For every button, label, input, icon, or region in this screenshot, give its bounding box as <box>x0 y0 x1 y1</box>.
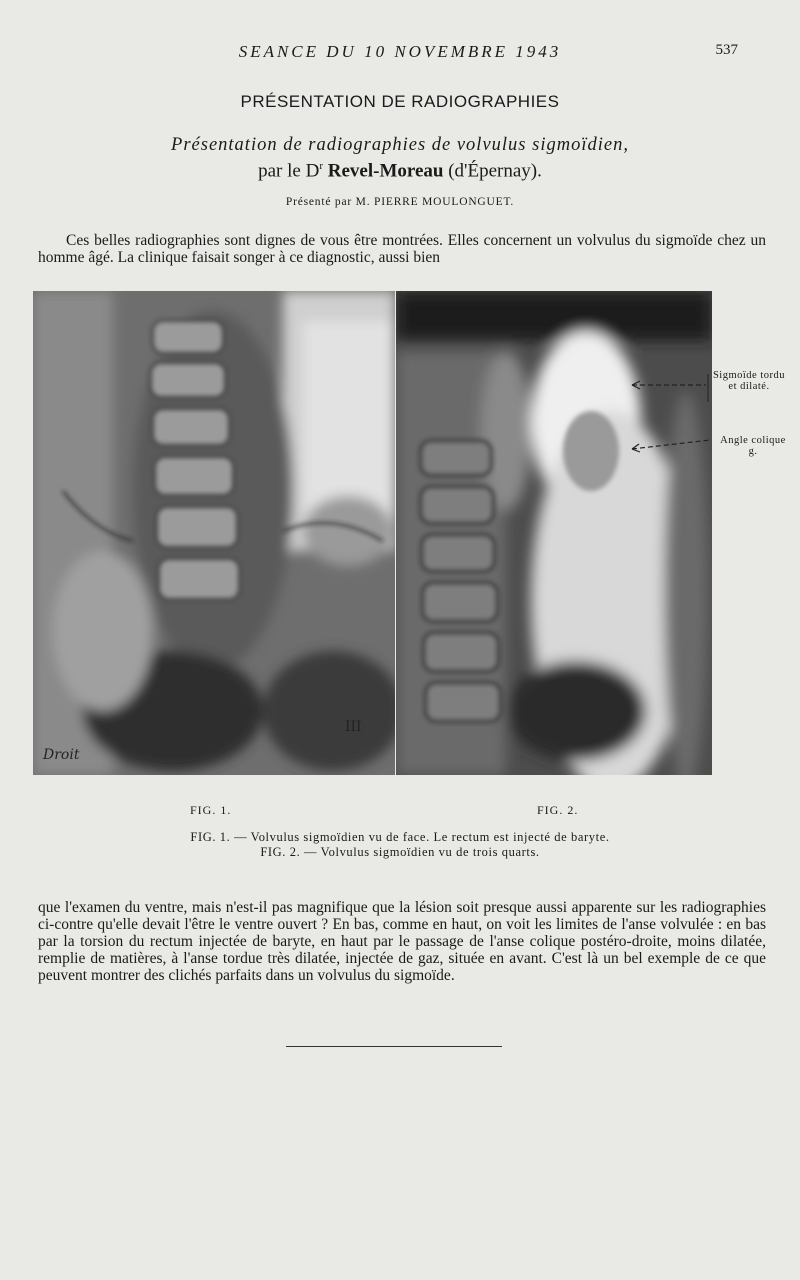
svg-text:Droit: Droit <box>43 747 80 763</box>
figure-2-radiograph <box>396 291 712 775</box>
figure-2-image <box>396 291 712 775</box>
annotation-arrows <box>626 372 716 458</box>
annotation-colic-angle: Angle colique g. <box>720 435 786 457</box>
article-title: Présentation de radiographies de volvulus sigmoïdien, <box>171 135 629 155</box>
byline-sup: r <box>319 160 323 172</box>
section-title: PRÉSENTATION DE RADIOGRAPHIES <box>240 92 560 111</box>
figure-1-image <box>33 291 395 775</box>
figure-2-caption: FIG. 2. — Volvulus sigmoïdien vu de trois quarts. <box>260 845 540 859</box>
figure-2-label: FIG. 2. <box>537 803 579 817</box>
byline <box>0 160 800 182</box>
author-affiliation: (d'Épernay). <box>448 160 542 182</box>
byline-prefix: par le D <box>258 160 320 182</box>
annotation-sigmoid: Sigmoïde tordu et dilaté. <box>712 370 786 392</box>
author-name: Revel-Moreau <box>327 160 444 182</box>
paragraph-2: que l'examen du ventre, mais n'est-il pas magnifique que la lésion soit presque aussi apparente sur les radiographies ci-contre qu'elle devait l'être le ventre ouvert ? En bas, comme en haut, on voit les limites de l'anse volvulée : en bas par la torsion du rectum injectée de baryte, en haut par le passage de l'anse colique postéro-droite, moins dilatée, remplie de matières, à l'anse tordue très dilatée, injectée de gaz, située en avant. C'est là un bel exemple de ce que peuvent montrer des clichés parfaits dans un volvulus du sigmoïde. <box>38 899 766 984</box>
paragraph-1: Ces belles radiographies sont dignes de vous être montrées. Elles concernent un volvulus du sigmoïde chez un homme âgé. La clinique faisait songer à ce diagnostic, aussi bien <box>38 232 766 266</box>
figure-1-label: FIG. 1. <box>190 803 232 817</box>
figure-1-radiograph <box>33 291 395 775</box>
running-title: SEANCE DU 10 NOVEMBRE 1943 <box>238 42 562 61</box>
page-number: 537 <box>715 42 738 58</box>
closing-rule <box>286 1046 502 1047</box>
running-head <box>0 42 800 66</box>
presented-by: Présenté par M. PIERRE MOULONGUET. <box>285 196 515 208</box>
svg-text:III: III <box>345 719 362 735</box>
figure-1-caption: FIG. 1. — Volvulus sigmoïdien vu de face. Le rectum est injecté de baryte. <box>190 830 610 844</box>
